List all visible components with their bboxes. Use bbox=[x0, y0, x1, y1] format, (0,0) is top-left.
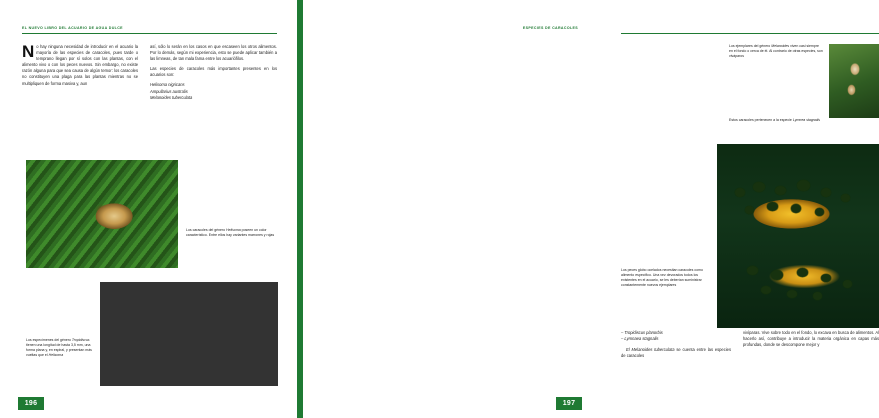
running-head-right: ESPECIES DE CARACOLES bbox=[522, 26, 578, 30]
right-col1-italic: El Melanoides tuberculata bbox=[626, 347, 675, 353]
right-col1-text: se cuenta entre las especies de caracoles bbox=[621, 347, 731, 359]
left-col1-text: o hay ninguna necesidad de introducir en el acuario la mayoría de las especies de caracoles, pues tarde o temprano llegan por sí solos con las plantas, con el alimento vivo o con los peces nuevos. Sin embargo, no existe razón alguna para que sea causa de algún temor: los caracoles no constituyen una plaga para las plantas mientras no se multipliquen de forma masiva y, aun bbox=[22, 44, 138, 86]
caption-pufferfish bbox=[621, 268, 707, 288]
page-number-right: 197 bbox=[556, 397, 582, 410]
caption-helisoma-italic: Helisoma bbox=[226, 228, 241, 232]
photo-lymnaea-snails bbox=[829, 44, 879, 118]
caption-tropidiscus-part2: tienen una longitud de hasta 3,5 mm, una forma plana y, en espiral, y presentan más vueltas que el bbox=[26, 342, 92, 357]
left-column-2 bbox=[150, 44, 277, 101]
page-right bbox=[303, 0, 879, 418]
species-item-2: Ampullarius australis bbox=[150, 88, 188, 94]
caption-tropidiscus bbox=[26, 338, 94, 358]
drop-cap: N bbox=[22, 42, 35, 61]
header-rule-right bbox=[621, 33, 879, 34]
caption-lymnaea-part1: Estos caracoles pertenecen a la especie bbox=[729, 118, 793, 122]
left-col2-para-2: Las especies de caracoles más importantes presentes en los acuarios son: bbox=[150, 66, 277, 78]
page-left bbox=[0, 0, 297, 418]
photo-pufferfish bbox=[717, 144, 879, 328]
species-item-5: – Lymnaea stagnalis bbox=[621, 336, 659, 342]
caption-pufferfish-text: Los peces globo ocelados necesitan caracoles como alimento específico. Una vez devorados todos los existentes en el acuario, se les deberían suministrar constantemente nuevos ejemplares bbox=[621, 268, 703, 287]
caption-melanoides-part2: viven casi siempre en el fondo o cerca de él. Al contrario de otras especies, son viváparos bbox=[729, 44, 823, 58]
right-col2-text: vivíparas. Vive sobre todo en el fondo, lo excava en busca de alimentos. Al hacerlo así, contribuye a introducir la materia orgánica en capas más profundas, donde se descompone mejor y bbox=[743, 330, 879, 348]
caption-helisoma-part2: poseen un color característico. Entre ellos hay variantes marrones y rojas bbox=[186, 228, 275, 237]
caption-tropidiscus-italic2: Helisoma bbox=[48, 352, 64, 357]
species-item-3: Melanoides tuberculata bbox=[150, 94, 193, 100]
right-column-1 bbox=[621, 330, 731, 363]
left-column-1 bbox=[22, 44, 138, 91]
running-head-left: EL NUEVO LIBRO DEL ACUARIO DE AGUA DULCE bbox=[22, 26, 123, 30]
caption-lymnaea bbox=[729, 118, 823, 123]
caption-melanoides-italic: Melanoides bbox=[771, 44, 790, 48]
caption-helisoma-part1: Los caracoles del género bbox=[186, 228, 227, 232]
species-item-4: – Tropidiscus planorbis bbox=[621, 330, 663, 335]
right-column-2 bbox=[743, 330, 879, 352]
photo-helisoma-snail bbox=[26, 160, 178, 268]
caption-melanoides-part1: Los ejemplares del género bbox=[729, 44, 772, 48]
photo-tropidiscus-snail bbox=[100, 282, 278, 386]
caption-melanoides bbox=[729, 44, 823, 59]
caption-lymnaea-italic: Lymnea stagnalis bbox=[792, 118, 821, 122]
left-col2-para-1: así, sólo lo serán en los casos en que escaseen los otros alimentos. Por lo demás, según mi experiencia, esto se puede aplicar también a las limneas, de tan mala fama entre los acuariófilos. bbox=[150, 44, 277, 62]
caption-helisoma bbox=[186, 228, 278, 238]
header-rule-left bbox=[22, 33, 277, 34]
caption-tropidiscus-part1: Los especímenes del género bbox=[26, 338, 72, 342]
caption-tropidiscus-italic: Tropidiscus bbox=[71, 338, 90, 342]
page-number-left: 196 bbox=[18, 397, 44, 410]
species-item-1: Helisoma nigricans bbox=[150, 82, 185, 88]
